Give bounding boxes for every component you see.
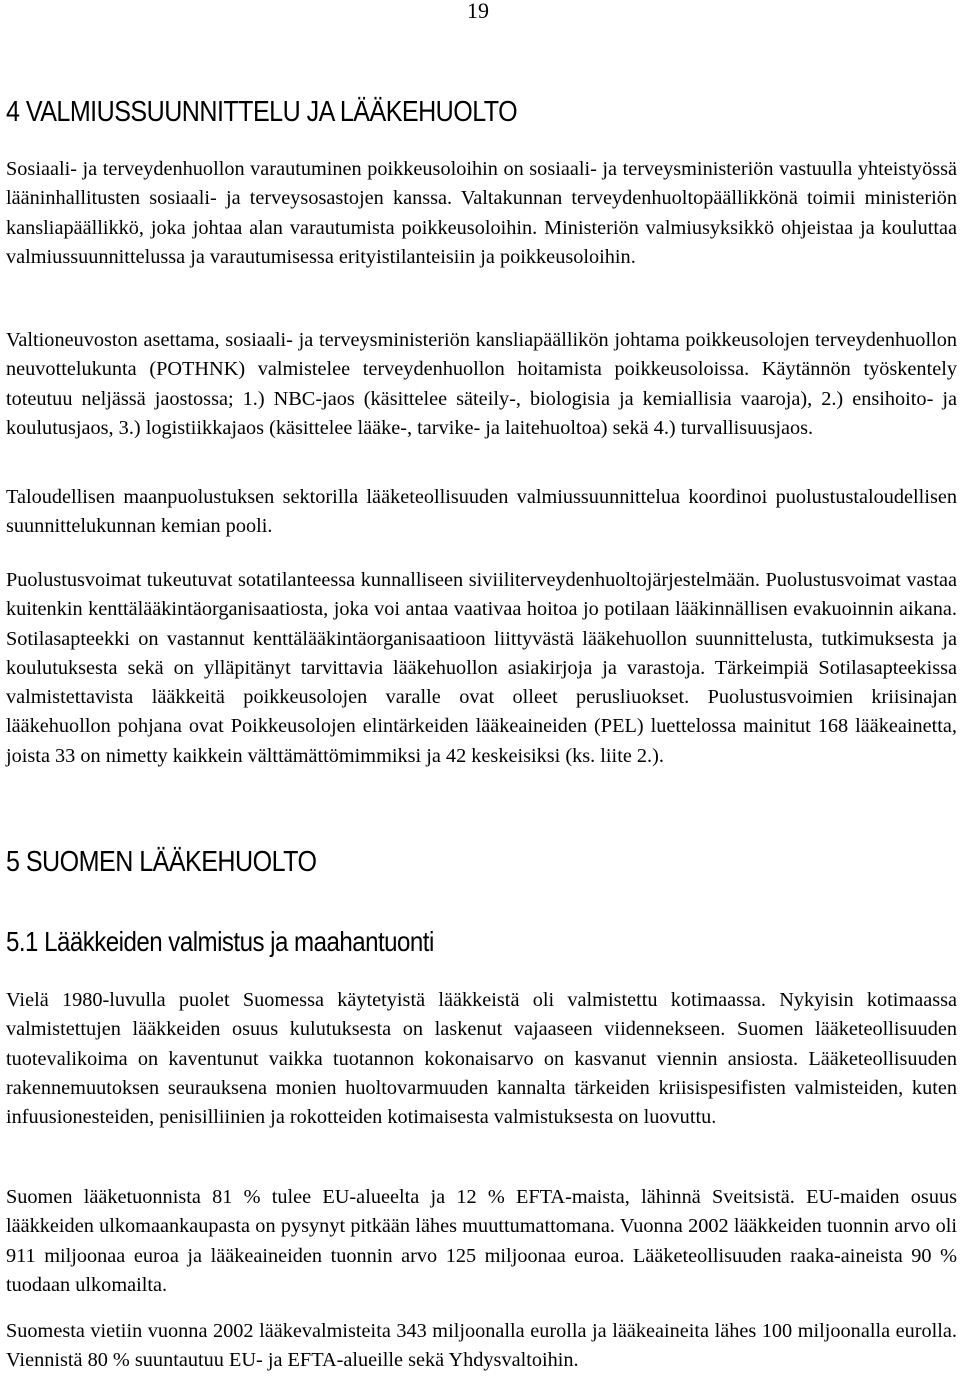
paragraph-imports: Suomen lääketuonnista 81 % tulee EU-alueelta ja 12 % EFTA-maista, lähinnä Sveitsistä. EU-maiden osuus lääkkeiden ulkomaankaupasta on pysynyt pitkään lähes muuttumattomana. Vuonna 2002 lääkkeiden tuonnin arvo oli 911 miljoonaa euroa ja lääkeaineiden tuonnin arvo 125 miljoonaa euroa. Lääketeollisuuden raaka-aineista 90 % tuodaan ulkomailta.	[6, 1186, 957, 1296]
paragraph-manufacturing: Vielä 1980-luvulla puolet Suomessa käytetyistä lääkkeistä oli valmistettu kotimaassa. Nykyisin kotimaassa valmistettujen lääkkeiden osuus kulutuksesta on laskenut vajaaseen viidennekseen. Suomen lääketeollisuuden tuotevalikoima on kaventunut vaikka tuotannon kokonaisarvo on kasvanut viennin ansiosta. Lääketeollisuuden rakennemuutoksen seurauksena monien huoltovarmuuden kannalta tärkeiden kriisispesifisten valmisteiden, kuten infuusionesteiden, penisilliinien ja rokotteiden kotimaisesta valmistuksesta on luovuttu.	[6, 989, 957, 1129]
document-page	[6, 0, 957, 1375]
section-heading-5-1: 5.1 Lääkkeiden valmistus ja maahantuonti	[6, 926, 434, 957]
page-number: 19	[467, 0, 489, 23]
paragraph-defence-forces: Puolustusvoimat tukeutuvat sotatilanteessa kunnalliseen siviiliterveydenhuoltojärjestelmään. Puolustusvoimat vastaa kuitenkin kenttälääkintäorganisaatiosta, joka voi antaa vaativaa hoitoa jo potilaan lääkinnällisen evakuoinnin aikana. Sotilasapteekki on vastannut kenttälääkintäorganisaatioon liittyvästä lääkehuollon suunnittelusta, tutkimuksesta ja koulutuksesta sekä on ylläpitänyt tarvittavia lääkehuollon asiakirjoja ja varastoja. Tärkeimpiä Sotilasapteekissa valmistettavista lääkkeitä poikkeusolojen varalle ovat olleet perusliuokset. Puolustusvoimien kriisinajan lääkehuollon pohjana ovat Poikkeusolojen elintärkeiden lääkeaineiden (PEL) luettelossa mainitut 168 lääkeainetta, joista 33 on nimetty kaikkein välttämättömimmiksi ja 42 keskeisiksi (ks. liite 2.).	[6, 569, 957, 767]
section-heading-4: 4 VALMIUSSUUNNITTELU JA LÄÄKEHUOLTO	[6, 96, 518, 128]
section-heading-5: 5 SUOMEN LÄÄKEHUOLTO	[6, 846, 317, 878]
paragraph-preparedness: Sosiaali- ja terveydenhuollon varautuminen poikkeusoloihin on sosiaali- ja terveysministeriön vastuulla yhteistyössä lääninhallitusten sosiaali- ja terveysosastojen kanssa. Valtakunnan terveydenhuoltopäällikkönä toimii ministeriön kansliapäällikkö, joka johtaa alan varautumista poikkeusoloihin. Ministeriön valmiusyksikkö ohjeistaa ja kouluttaa valmiussuunnittelussa ja varautumisessa erityistilanteisiin ja poikkeusoloihin.	[6, 158, 957, 268]
paragraph-exports: Suomesta vietiin vuonna 2002 lääkevalmisteita 343 miljoonalla eurolla ja lääkeaineita lähes 100 miljoonalla eurolla. Viennistä 80 % suuntautuu EU- ja EFTA-alueille sekä Yhdysvaltoihin.	[6, 1320, 957, 1372]
paragraph-pothnk: Valtioneuvoston asettama, sosiaali- ja terveysministeriön kansliapäällikön johtama poikkeusolojen terveydenhuollon neuvottelukunta (POTHNK) valmistelee terveydenhuollon hoitamista poikkeusoloissa. Käytännön työskentely toteutuu neljässä jaostossa; 1.) NBC-jaos (käsittelee säteily-, biologisia ja kemiallisia vaaroja), 2.) ensihoito- ja koulutusjaos, 3.) logistiikkajaos (käsittelee lääke-, tarvike- ja laitehuoltoa) sekä 4.) turvallisuusjaos.	[6, 329, 957, 439]
paragraph-economic-defence: Taloudellisen maanpuolustuksen sektorilla lääketeollisuuden valmiussuunnittelua koordinoi puolustustaloudellisen suunnittelukunnan kemian pooli.	[6, 486, 957, 538]
